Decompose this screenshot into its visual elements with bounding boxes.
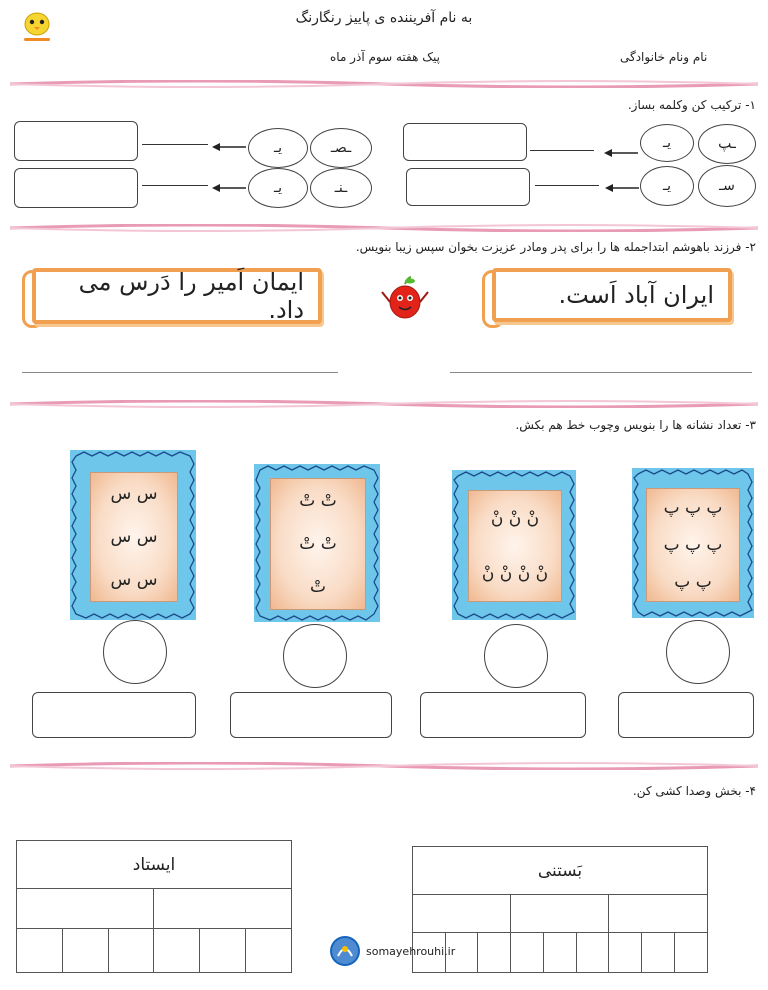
syllable-table-right bbox=[412, 846, 708, 973]
card-row: نْ نْ نْ نْ bbox=[481, 563, 549, 584]
arrow-left-icon bbox=[212, 138, 246, 150]
week-label: پیک هفته سوم آذر ماه bbox=[330, 50, 440, 64]
answer-box[interactable] bbox=[406, 168, 530, 206]
sound-cell[interactable] bbox=[543, 933, 576, 973]
site-logo-icon bbox=[330, 936, 360, 966]
sound-cell[interactable] bbox=[511, 933, 544, 973]
writing-line[interactable] bbox=[450, 372, 752, 373]
sound-cell[interactable] bbox=[478, 933, 511, 973]
letter-oval: یـ bbox=[248, 168, 308, 208]
card-row: پ پ bbox=[674, 572, 712, 593]
count-card bbox=[632, 468, 754, 618]
section-1-title: ۱- ترکیب کن وکلمه بساز. bbox=[627, 98, 756, 112]
card-row: س س bbox=[110, 484, 158, 505]
page-title: به نام آفریننده ی پاییز رنگارنگ bbox=[295, 10, 473, 26]
syllable-cell[interactable] bbox=[17, 889, 154, 929]
count-card bbox=[70, 450, 196, 620]
letter-oval: ـصـ bbox=[310, 128, 372, 168]
sentence-banner-right bbox=[492, 268, 732, 322]
card-row: نْ نْ نْ bbox=[490, 508, 540, 529]
sound-cell[interactable] bbox=[642, 933, 675, 973]
sound-cell[interactable] bbox=[674, 933, 707, 973]
card-row: تْ تْ bbox=[299, 533, 337, 554]
sentence-text: ایمان اَمیر را دَرس می داد. bbox=[78, 268, 304, 324]
answer-box[interactable] bbox=[14, 121, 138, 161]
card-row: تْ تْ bbox=[299, 490, 337, 511]
count-card bbox=[254, 464, 380, 622]
tally-box[interactable] bbox=[230, 692, 392, 738]
card-row: پ پ پ bbox=[663, 534, 723, 555]
connector-line bbox=[142, 185, 208, 186]
decorative-divider bbox=[10, 400, 758, 408]
count-card bbox=[452, 470, 576, 620]
section-4-title: ۴- بخش وصدا کشی کن. bbox=[632, 784, 756, 798]
tally-box[interactable] bbox=[618, 692, 754, 738]
connector-line bbox=[530, 150, 594, 151]
footer-credit bbox=[330, 936, 455, 966]
sentence-text: ایران آباد اَست. bbox=[558, 281, 714, 309]
card-row: س س bbox=[110, 569, 158, 590]
decorative-divider bbox=[10, 762, 758, 770]
count-circle[interactable] bbox=[484, 624, 548, 688]
writing-line[interactable] bbox=[22, 372, 338, 373]
syllable-table-left bbox=[16, 840, 292, 973]
table-word: بَستنی bbox=[413, 847, 708, 895]
tally-box[interactable] bbox=[32, 692, 196, 738]
sound-cell[interactable] bbox=[62, 929, 108, 973]
count-circle[interactable] bbox=[666, 620, 730, 684]
decorative-divider bbox=[10, 80, 758, 88]
arrow-left-icon bbox=[605, 179, 639, 191]
decorative-divider bbox=[10, 224, 758, 232]
apple-mascot-icon bbox=[380, 276, 430, 322]
section-2-title: ۲- فرزند باهوشم ابتداجمله ها را برای پدر ومادر عزیزت بخوان سپس زیبا بنویس. bbox=[355, 240, 756, 254]
count-circle[interactable] bbox=[283, 624, 347, 688]
name-label: نام ونام خانوادگی bbox=[620, 50, 708, 64]
card-row: تْ bbox=[310, 577, 327, 598]
letter-oval: ـنـ bbox=[310, 168, 372, 208]
letter-oval: یـ bbox=[640, 124, 694, 162]
syllable-cell[interactable] bbox=[154, 889, 292, 929]
connector-line bbox=[535, 185, 599, 186]
sound-cell[interactable] bbox=[609, 933, 642, 973]
card-row: پ پ پ bbox=[663, 497, 723, 518]
sound-cell[interactable] bbox=[200, 929, 246, 973]
arrow-left-icon bbox=[212, 179, 246, 191]
sound-cell[interactable] bbox=[245, 929, 291, 973]
site-url[interactable]: somayehrouhi.ir bbox=[366, 944, 456, 958]
syllable-cell[interactable] bbox=[413, 895, 511, 933]
table-word: ایستاد bbox=[17, 841, 292, 889]
count-circle[interactable] bbox=[103, 620, 167, 684]
tally-box[interactable] bbox=[420, 692, 586, 738]
sound-cell[interactable] bbox=[108, 929, 154, 973]
syllable-cell[interactable] bbox=[609, 895, 708, 933]
sound-cell[interactable] bbox=[17, 929, 63, 973]
syllable-cell[interactable] bbox=[511, 895, 609, 933]
section-3-title: ۳- تعداد نشانه ها را بنویس وچوب خط هم بکش. bbox=[515, 418, 756, 432]
letter-oval: یـ bbox=[248, 128, 308, 168]
card-row: س س bbox=[110, 526, 158, 547]
arrow-left-icon bbox=[604, 144, 638, 156]
letter-oval: یـ bbox=[640, 166, 694, 206]
answer-box[interactable] bbox=[403, 123, 527, 161]
answer-box[interactable] bbox=[14, 168, 138, 208]
sound-cell[interactable] bbox=[154, 929, 200, 973]
sound-cell[interactable] bbox=[576, 933, 609, 973]
letter-oval: سـ bbox=[698, 165, 756, 207]
letter-oval: ـپ bbox=[698, 124, 756, 164]
sentence-banner-left bbox=[32, 268, 322, 324]
connector-line bbox=[142, 144, 208, 145]
